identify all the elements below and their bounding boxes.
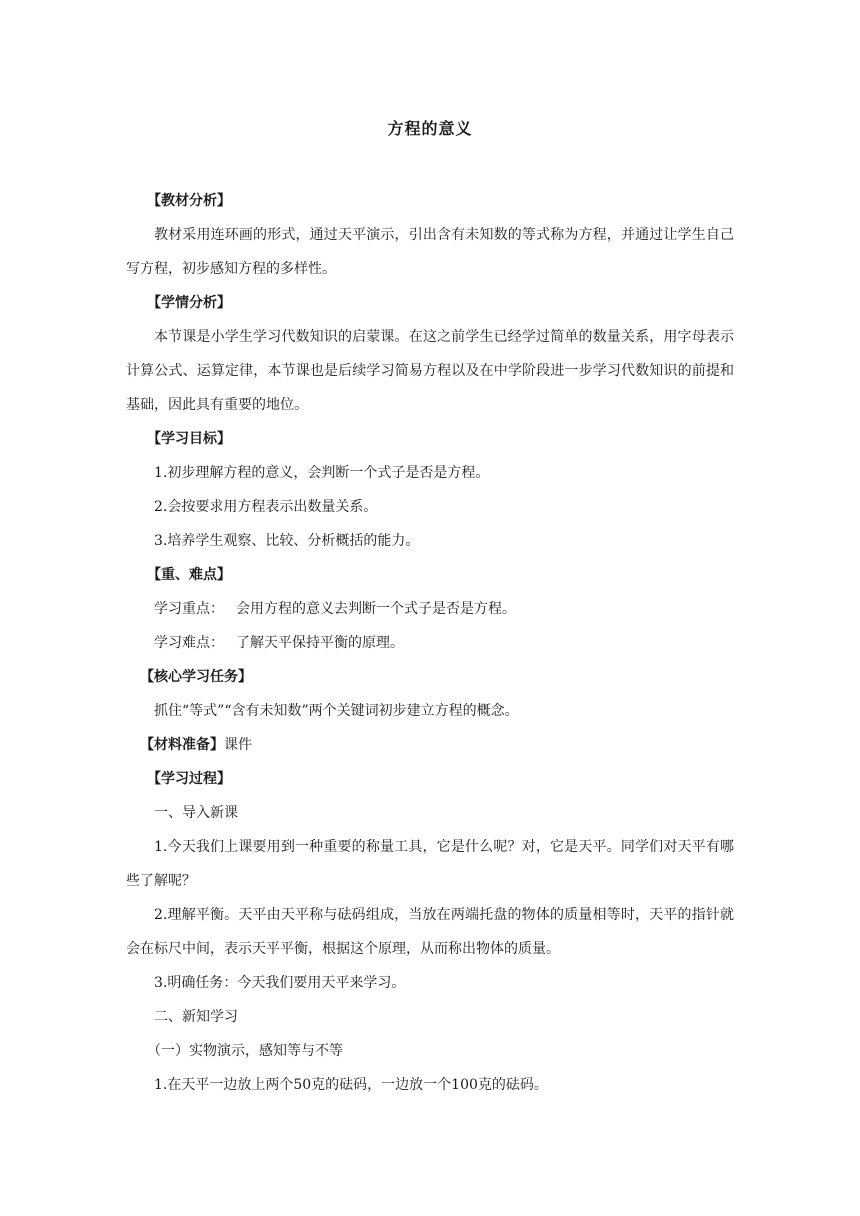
process-subsection-1-item-1: 1.在天平一边放上两个50克的砝码，一边放一个100克的砝码。 <box>154 1077 548 1093</box>
heading-core-task: 【核心学习任务】 <box>140 669 252 685</box>
heading-learning-goals: 【学习目标】 <box>147 431 231 447</box>
key-point-label: 学习重点： <box>154 601 224 617</box>
heading-learning-process: 【学习过程】 <box>147 771 231 787</box>
process-item-1: 1.今天我们上课要用到一种重要的称量工具，它是什么呢？对，它是天平。同学们对天平有哪些了解呢？ <box>126 839 734 889</box>
key-point-text: 会用方程的意义去判断一个式子是否是方程。 <box>236 601 516 617</box>
materials-value: 课件 <box>224 737 252 753</box>
heading-student-analysis: 【学情分析】 <box>147 295 231 311</box>
paragraph-core-task: 抓住“等式”“含有未知数”两个关键词初步建立方程的概念。 <box>154 703 519 719</box>
difficult-point-line <box>126 626 734 660</box>
heading-key-difficult-points: 【重、难点】 <box>147 567 231 583</box>
goal-item-1: 1.初步理解方程的意义，会判断一个式子是否是方程。 <box>154 465 490 481</box>
goal-item-2: 2.会按要求用方程表示出数量关系。 <box>154 499 378 515</box>
paragraph-student-analysis: 本节课是小学生学习代数知识的启蒙课。在这之前学生已经学过简单的数量关系，用字母表示计算公式、运算定律，本节课也是后续学习简易方程以及在中学阶段进一步学习代数知识的前提和基础，因此具有重要的地位。 <box>126 329 734 413</box>
document-title: 方程的意义 <box>387 119 473 138</box>
process-subsection-1-title: （一）实物演示，感知等与不等 <box>147 1043 343 1059</box>
goal-item-3: 3.培养学生观察、比较、分析概括的能力。 <box>154 533 420 549</box>
process-part-1-title: 一、导入新课 <box>154 805 238 821</box>
heading-materials: 【材料准备】 <box>140 737 224 753</box>
key-point-line <box>126 592 734 626</box>
process-item-3: 3.明确任务：今天我们要用天平来学习。 <box>154 975 406 991</box>
document-body <box>126 184 734 1102</box>
process-part-2-title: 二、新知学习 <box>154 1009 238 1025</box>
materials-line <box>126 728 734 762</box>
difficult-point-label: 学习难点： <box>154 635 224 651</box>
paragraph-textbook-analysis: 教材采用连环画的形式，通过天平演示，引出含有未知数的等式称为方程，并通过让学生自己写方程，初步感知方程的多样性。 <box>126 227 734 277</box>
process-item-2: 2.理解平衡。天平由天平称与砝码组成，当放在两端托盘的物体的质量相等时，天平的指针就会在标尺中间，表示天平平衡，根据这个原理，从而称出物体的质量。 <box>126 907 734 957</box>
difficult-point-text: 了解天平保持平衡的原理。 <box>236 635 404 651</box>
heading-textbook-analysis: 【教材分析】 <box>147 193 231 209</box>
